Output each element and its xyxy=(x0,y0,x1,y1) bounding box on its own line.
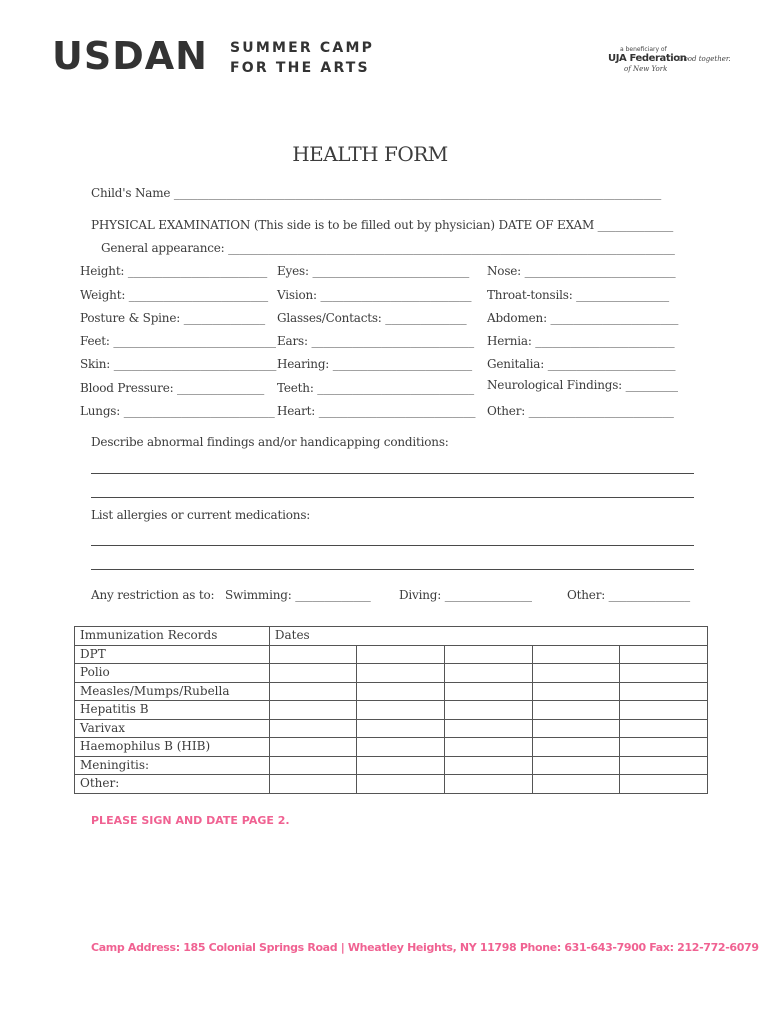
dates-header: Dates xyxy=(269,627,707,646)
date-cell[interactable] xyxy=(269,701,357,720)
date-cell[interactable] xyxy=(445,645,533,664)
date-cell[interactable] xyxy=(269,738,357,757)
hernia-field[interactable]: Hernia: ________________________ xyxy=(487,334,675,348)
throat-tonsils-field[interactable]: Throat-tonsils: ________________ xyxy=(487,288,669,302)
table-header-row xyxy=(75,627,708,646)
other-exam-field[interactable]: Other: _________________________ xyxy=(487,404,674,418)
table-row xyxy=(75,701,708,720)
date-cell[interactable] xyxy=(445,664,533,683)
immunization-records-header: Immunization Records xyxy=(75,627,270,646)
table-row xyxy=(75,664,708,683)
date-cell[interactable] xyxy=(620,738,708,757)
nose-field[interactable]: Nose: __________________________ xyxy=(487,264,676,278)
vaccine-label: Hepatitis B xyxy=(75,701,270,720)
glasses-contacts-field[interactable]: Glasses/Contacts: ______________ xyxy=(277,311,467,325)
date-cell[interactable] xyxy=(532,775,620,794)
genitalia-field[interactable]: Genitalia: ______________________ xyxy=(487,357,676,371)
footer-address: Camp Address: 185 Colonial Springs Road | Wheatley Heights, NY 11798 Phone: 631-643-7900 Fax: 212-772-6079 xyxy=(91,941,759,954)
date-cell[interactable] xyxy=(357,719,445,738)
partner-name: UJA Federation xyxy=(608,53,687,64)
ears-field[interactable]: Ears: ____________________________ xyxy=(277,334,474,348)
date-cell[interactable] xyxy=(445,738,533,757)
diving-field[interactable]: Diving: _______________ xyxy=(399,588,532,602)
vaccine-label: Polio xyxy=(75,664,270,683)
date-cell[interactable] xyxy=(620,775,708,794)
lungs-field[interactable]: Lungs: __________________________ xyxy=(80,404,275,418)
table-row xyxy=(75,756,708,775)
usdan-logo: USDAN xyxy=(52,34,208,78)
partner-city: of New York xyxy=(624,65,668,73)
vaccine-label: Varivax xyxy=(75,719,270,738)
date-cell[interactable] xyxy=(357,664,445,683)
immunization-table xyxy=(74,626,708,794)
weight-field[interactable]: Weight: ________________________ xyxy=(80,288,268,302)
heart-field[interactable]: Heart: ___________________________ xyxy=(277,404,476,418)
other-restriction-field[interactable]: Other: ______________ xyxy=(567,588,690,602)
date-cell[interactable] xyxy=(620,664,708,683)
date-cell[interactable] xyxy=(532,756,620,775)
date-cell[interactable] xyxy=(269,682,357,701)
date-cell[interactable] xyxy=(532,701,620,720)
date-cell[interactable] xyxy=(620,645,708,664)
date-cell[interactable] xyxy=(357,701,445,720)
physical-exam-heading[interactable]: PHYSICAL EXAMINATION (This side is to be filled out by physician) DATE OF EXAM _____________ xyxy=(91,218,674,232)
logo-subtitle-line2: FOR THE ARTS xyxy=(230,60,370,76)
date-cell[interactable] xyxy=(269,664,357,683)
date-cell[interactable] xyxy=(269,775,357,794)
hearing-field[interactable]: Hearing: ________________________ xyxy=(277,357,472,371)
date-cell[interactable] xyxy=(620,719,708,738)
page-title: HEALTH FORM xyxy=(292,142,448,166)
date-cell[interactable] xyxy=(532,738,620,757)
date-cell[interactable] xyxy=(357,645,445,664)
allergies-line-1[interactable] xyxy=(91,545,694,546)
date-cell[interactable] xyxy=(445,719,533,738)
abnormal-findings-line-2[interactable] xyxy=(91,497,694,498)
posture-spine-field[interactable]: Posture & Spine: ______________ xyxy=(80,311,265,325)
date-cell[interactable] xyxy=(269,645,357,664)
table-row xyxy=(75,775,708,794)
date-cell[interactable] xyxy=(532,645,620,664)
table-row xyxy=(75,645,708,664)
table-row xyxy=(75,682,708,701)
date-cell[interactable] xyxy=(445,682,533,701)
date-cell[interactable] xyxy=(532,664,620,683)
date-cell[interactable] xyxy=(357,756,445,775)
date-cell[interactable] xyxy=(357,682,445,701)
date-cell[interactable] xyxy=(532,719,620,738)
allergies-line-2[interactable] xyxy=(91,569,694,570)
height-field[interactable]: Height: ________________________ xyxy=(80,264,268,278)
date-cell[interactable] xyxy=(620,756,708,775)
eyes-field[interactable]: Eyes: ___________________________ xyxy=(277,264,470,278)
vaccine-label: Other: xyxy=(75,775,270,794)
feet-field[interactable]: Feet: ____________________________ xyxy=(80,334,276,348)
partner-tagline: Good together. xyxy=(678,55,731,63)
restriction-label: Any restriction as to: xyxy=(91,588,215,602)
neurological-findings-field[interactable]: Neurological Findings: _________ xyxy=(487,378,678,392)
table-row xyxy=(75,719,708,738)
date-cell[interactable] xyxy=(445,775,533,794)
vaccine-label: Measles/Mumps/Rubella xyxy=(75,682,270,701)
vaccine-label: Meningitis: xyxy=(75,756,270,775)
abnormal-findings-line-1[interactable] xyxy=(91,473,694,474)
swimming-field[interactable]: Swimming: _____________ xyxy=(225,588,371,602)
general-appearance-field[interactable]: General appearance: _____________________________________________________________________________ xyxy=(101,241,675,255)
sign-date-note: PLEASE SIGN AND DATE PAGE 2. xyxy=(91,814,290,827)
date-cell[interactable] xyxy=(357,775,445,794)
date-cell[interactable] xyxy=(357,738,445,757)
date-cell[interactable] xyxy=(445,756,533,775)
allergies-label: List allergies or current medications: xyxy=(91,508,311,522)
date-cell[interactable] xyxy=(445,701,533,720)
abdomen-field[interactable]: Abdomen: ______________________ xyxy=(487,311,679,325)
partner-small-text: a beneficiary of xyxy=(620,46,667,53)
date-cell[interactable] xyxy=(620,701,708,720)
date-cell[interactable] xyxy=(620,682,708,701)
skin-field[interactable]: Skin: ____________________________ xyxy=(80,357,277,371)
vaccine-label: Haemophilus B (HIB) xyxy=(75,738,270,757)
childs-name-field[interactable]: Child's Name ____________________________________________________________________________________ xyxy=(91,186,662,200)
date-cell[interactable] xyxy=(532,682,620,701)
vision-field[interactable]: Vision: __________________________ xyxy=(277,288,472,302)
date-cell[interactable] xyxy=(269,756,357,775)
date-cell[interactable] xyxy=(269,719,357,738)
uja-federation-logo xyxy=(598,44,731,76)
vaccine-label: DPT xyxy=(75,645,270,664)
logo-subtitle-line1: SUMMER CAMP xyxy=(230,40,375,56)
table-row xyxy=(75,738,708,757)
teeth-field[interactable]: Teeth: ___________________________ xyxy=(277,381,474,395)
blood-pressure-field[interactable]: Blood Pressure: _______________ xyxy=(80,381,265,395)
abnormal-findings-label: Describe abnormal findings and/or handicapping conditions: xyxy=(91,435,449,449)
